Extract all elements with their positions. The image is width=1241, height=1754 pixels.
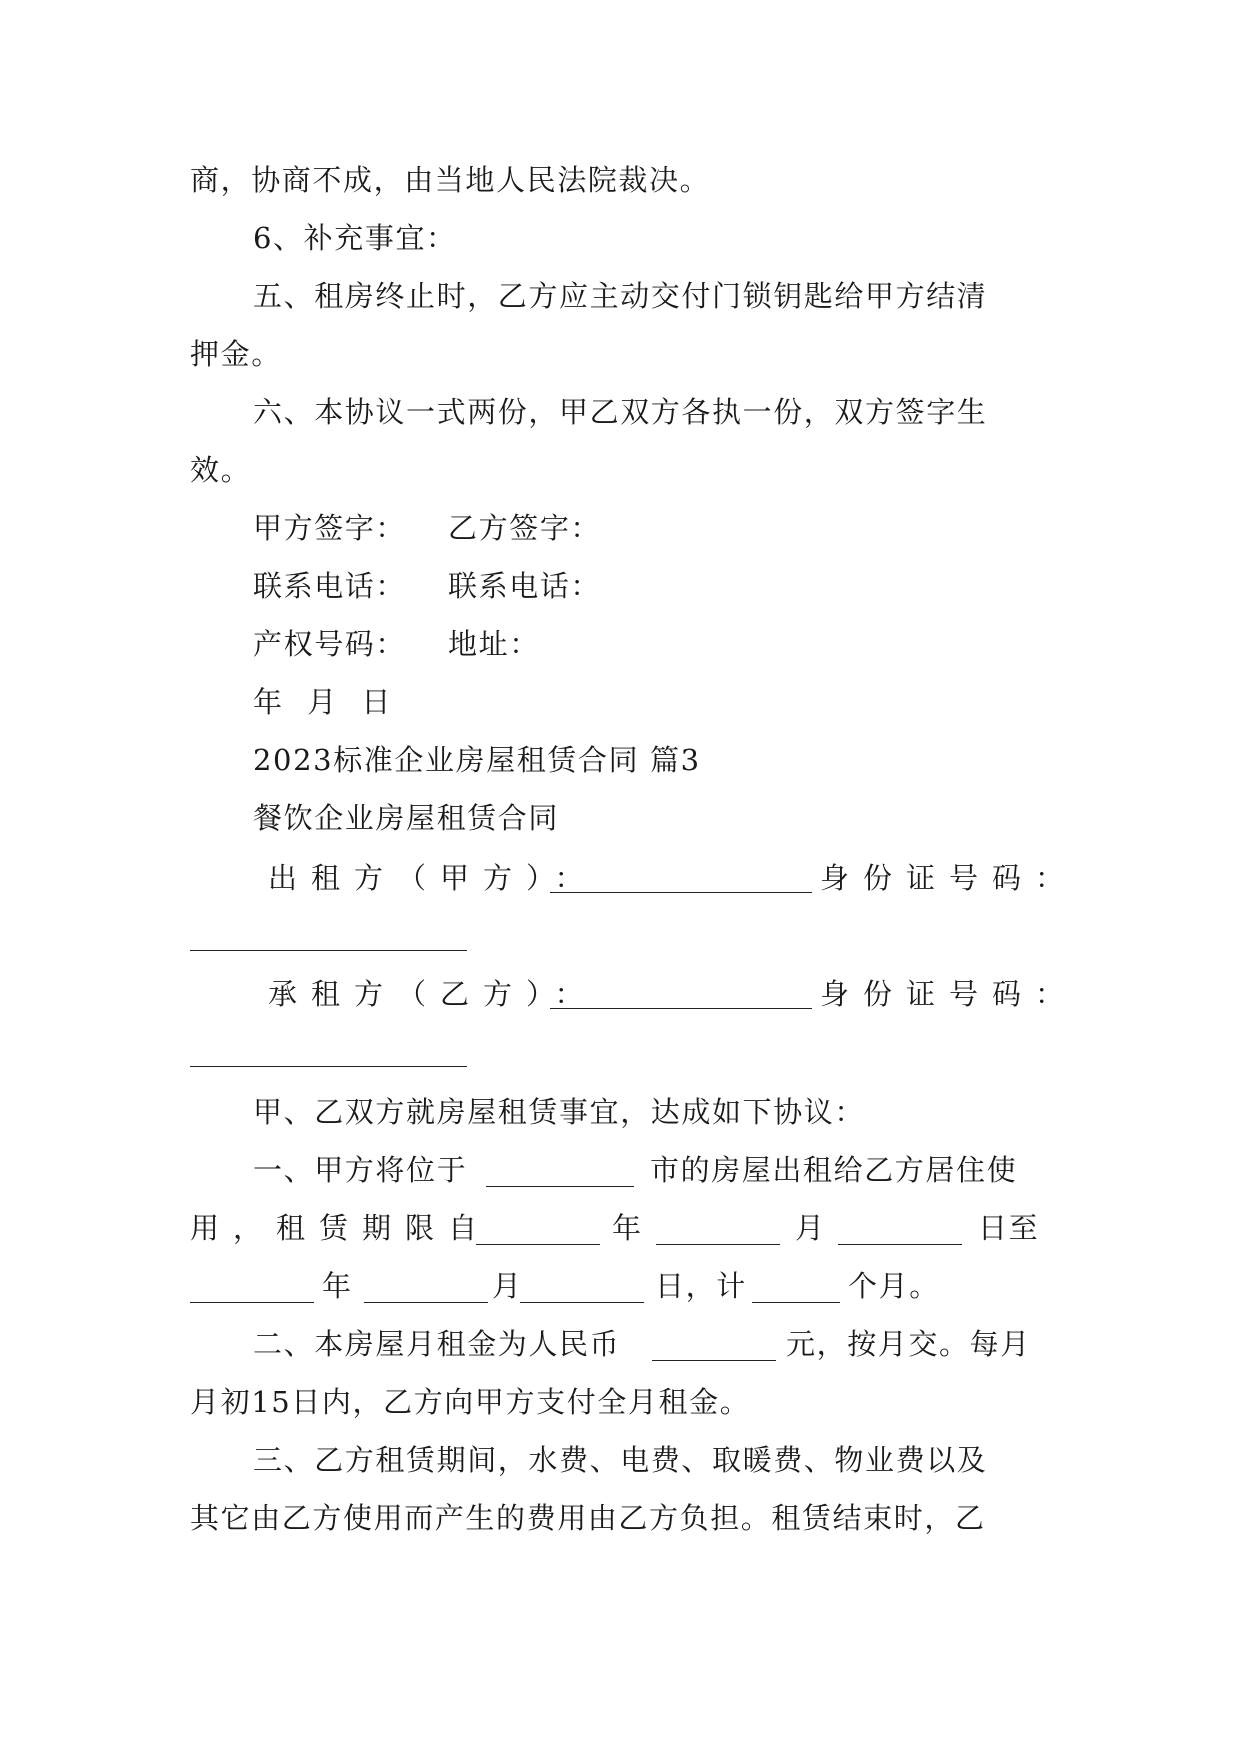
start-year-blank bbox=[476, 1244, 600, 1245]
months-blank bbox=[752, 1302, 840, 1303]
phone-a-label: 联系电话： bbox=[253, 569, 407, 603]
months-label: 个月。 bbox=[848, 1269, 940, 1303]
text-line: 效。 bbox=[190, 453, 252, 487]
clause2-text: 元，按月交。每月 bbox=[786, 1327, 1031, 1361]
clause2-text: 二、本房屋月租金为人民币 bbox=[253, 1327, 621, 1361]
text-line: 商，协商不成，由当地人民法院裁决。 bbox=[190, 163, 711, 197]
party-b-sign-label: 乙方签字： bbox=[448, 511, 602, 545]
month-label: 月 bbox=[795, 1211, 826, 1245]
clause1-text: 用，租赁期限自 bbox=[190, 1211, 492, 1245]
date-line: 年 月 日 bbox=[253, 685, 399, 719]
year-label: 年 bbox=[322, 1269, 353, 1303]
lessor-id-label: 身份证号码： bbox=[820, 861, 1079, 895]
year-label: 年 bbox=[612, 1211, 643, 1245]
clause2-text: 月初15日内，乙方向甲方支付全月租金。 bbox=[190, 1385, 751, 1419]
clause1-text: 一、甲方将位于 bbox=[253, 1153, 468, 1187]
text-line: 六、本协议一式两份，甲乙双方各执一份，双方签字生 bbox=[253, 395, 988, 429]
lessee-id-blank bbox=[190, 1066, 467, 1067]
contract-title: 餐饮企业房屋租赁合同 bbox=[253, 801, 560, 835]
lessee-blank bbox=[550, 1008, 812, 1009]
property-no-label: 产权号码： bbox=[253, 627, 407, 661]
lessor-label: 出租方（甲方）： bbox=[268, 861, 598, 895]
clause3-text: 三、乙方租赁期间，水费、电费、取暖费、物业费以及 bbox=[253, 1443, 988, 1477]
lessee-label: 承租方（乙方）： bbox=[268, 977, 598, 1011]
property-row bbox=[253, 622, 1113, 666]
section-title: 2023标准企业房屋租赁合同 篇3 bbox=[253, 743, 701, 777]
start-month-blank bbox=[656, 1244, 780, 1245]
text-line: 押金。 bbox=[190, 337, 282, 371]
end-day-blank bbox=[520, 1302, 644, 1303]
lessor-id-blank bbox=[190, 950, 467, 951]
end-year-blank bbox=[190, 1302, 314, 1303]
lessor-blank bbox=[550, 892, 812, 893]
text-line: 6、补充事宜： bbox=[253, 221, 457, 255]
month-label: 月 bbox=[492, 1269, 523, 1303]
party-a-sign-label: 甲方签字： bbox=[253, 511, 407, 545]
signature-row bbox=[253, 506, 1113, 550]
phone-b-label: 联系电话： bbox=[448, 569, 602, 603]
lessee-id-label: 身份证号码： bbox=[820, 977, 1079, 1011]
day-count-label: 日，计 bbox=[655, 1269, 747, 1303]
start-day-blank bbox=[838, 1244, 962, 1245]
city-blank bbox=[486, 1186, 634, 1187]
clause3-text: 其它由乙方使用而产生的费用由乙方负担。租赁结束时，乙 bbox=[190, 1501, 986, 1535]
clause1-text: 市的房屋出租给乙方居住使 bbox=[650, 1153, 1018, 1187]
end-month-blank bbox=[364, 1302, 488, 1303]
phone-row bbox=[253, 564, 1113, 608]
day-to-label: 日至 bbox=[978, 1211, 1040, 1245]
address-label: 地址： bbox=[448, 627, 540, 661]
clause-intro: 甲、乙双方就房屋租赁事宜，达成如下协议： bbox=[253, 1095, 866, 1129]
rent-blank bbox=[652, 1360, 776, 1361]
text-line: 五、租房终止时，乙方应主动交付门锁钥匙给甲方结清 bbox=[253, 279, 988, 313]
